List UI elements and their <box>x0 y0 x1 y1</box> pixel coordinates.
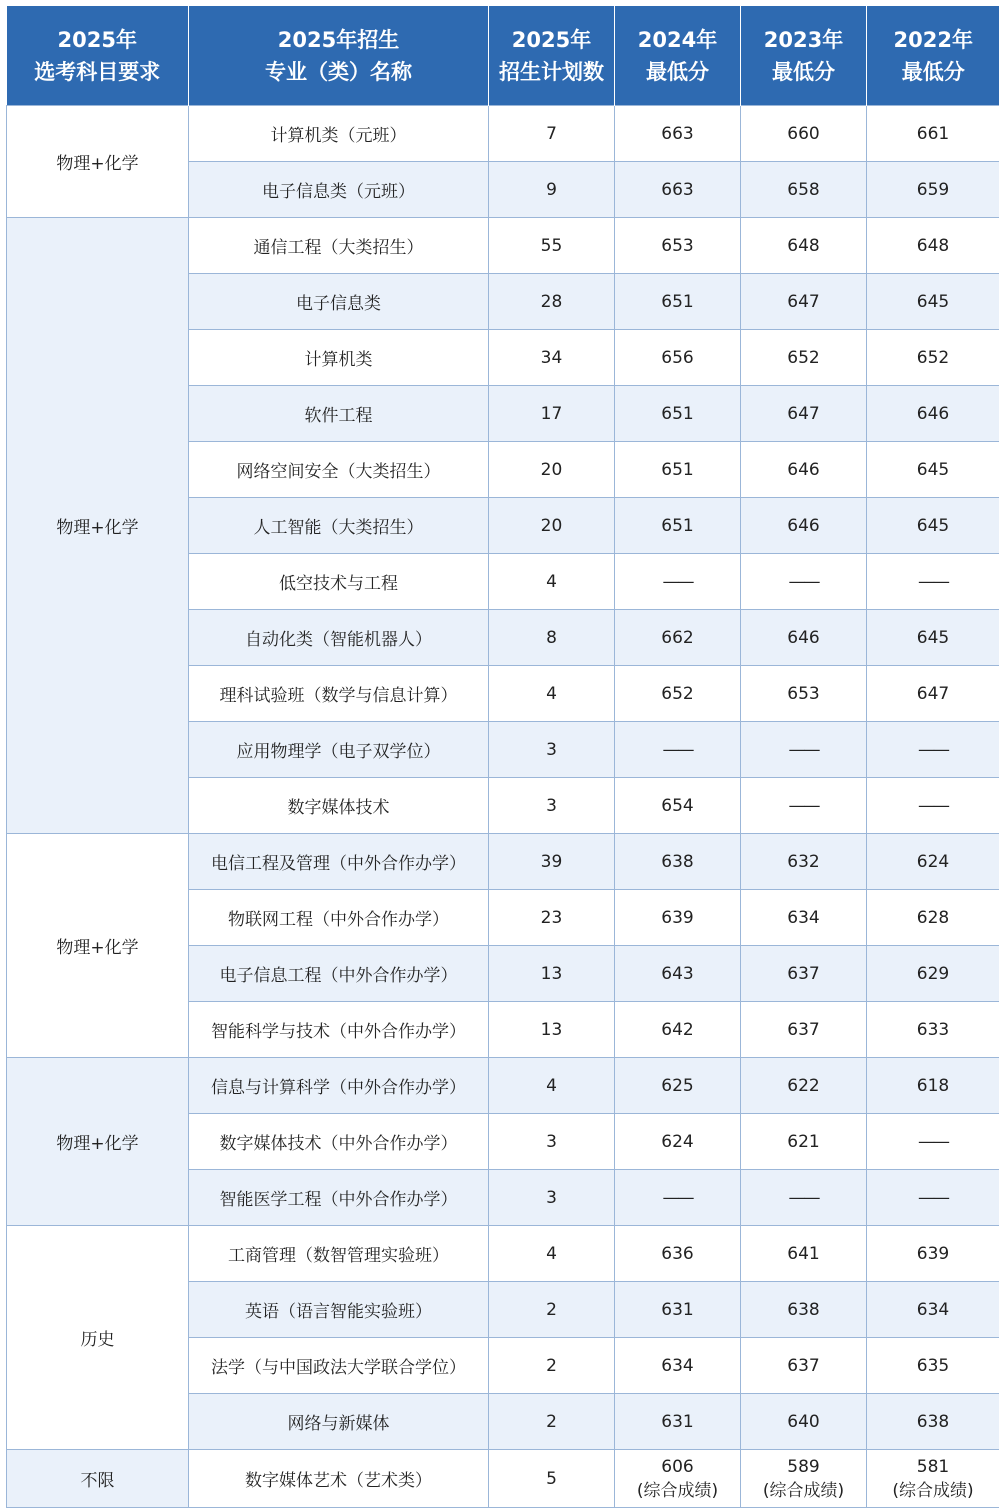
major-cell: 自动化类（智能机器人） <box>189 610 489 666</box>
major-cell: 应用物理学（电子双学位） <box>189 722 489 778</box>
score-2022-cell: 618 <box>867 1058 999 1114</box>
plan-cell: 4 <box>489 1058 615 1114</box>
plan-cell: 4 <box>489 1226 615 1282</box>
score-2023-cell: 621 <box>741 1114 867 1170</box>
score-2023-cell: 638 <box>741 1282 867 1338</box>
table-row <box>7 834 999 890</box>
major-cell: 电信工程及管理（中外合作办学） <box>189 834 489 890</box>
plan-cell: 13 <box>489 946 615 1002</box>
score-value: 589 <box>741 1455 866 1479</box>
score-2022-cell: —— <box>867 1170 999 1226</box>
header-2024 <box>615 6 741 106</box>
score-2022-cell: 639 <box>867 1226 999 1282</box>
score-2022-cell: 638 <box>867 1394 999 1450</box>
plan-cell: 39 <box>489 834 615 890</box>
score-2023-cell: 634 <box>741 890 867 946</box>
header-2022 <box>867 6 999 106</box>
score-2024-cell: 651 <box>615 442 741 498</box>
table-row <box>7 1226 999 1282</box>
major-cell: 法学（与中国政法大学联合学位） <box>189 1338 489 1394</box>
score-2022-cell: 633 <box>867 1002 999 1058</box>
plan-cell: 7 <box>489 106 615 162</box>
major-cell: 低空技术与工程 <box>189 554 489 610</box>
score-2023-cell: 652 <box>741 330 867 386</box>
score-2024-cell: 651 <box>615 498 741 554</box>
header-subject <box>7 6 189 106</box>
plan-cell: 3 <box>489 1170 615 1226</box>
score-2022-cell: —— <box>867 778 999 834</box>
plan-cell: 23 <box>489 890 615 946</box>
plan-cell: 4 <box>489 666 615 722</box>
major-cell: 网络与新媒体 <box>189 1394 489 1450</box>
score-2022-cell: —— <box>867 554 999 610</box>
score-2022-cell: 659 <box>867 162 999 218</box>
score-2024-cell: 636 <box>615 1226 741 1282</box>
score-2024-cell: 643 <box>615 946 741 1002</box>
header-plan <box>489 6 615 106</box>
admission-score-table <box>6 6 999 1508</box>
major-cell: 计算机类 <box>189 330 489 386</box>
score-2022-cell: 647 <box>867 666 999 722</box>
header-major-line2: 专业（类）名称 <box>189 56 488 88</box>
score-2024-cell: 652 <box>615 666 741 722</box>
table-row <box>7 1058 999 1114</box>
score-2022-cell: 661 <box>867 106 999 162</box>
subject-group-cell: 历史 <box>7 1226 189 1450</box>
table-row <box>7 1450 999 1508</box>
plan-cell: 2 <box>489 1394 615 1450</box>
score-2023-cell: 646 <box>741 498 867 554</box>
plan-cell: 55 <box>489 218 615 274</box>
major-cell: 通信工程（大类招生） <box>189 218 489 274</box>
score-2022-cell: 628 <box>867 890 999 946</box>
score-2023-cell: 646 <box>741 610 867 666</box>
score-2022-cell: 634 <box>867 1282 999 1338</box>
score-2023-cell: —— <box>741 778 867 834</box>
score-2023-cell: 658 <box>741 162 867 218</box>
score-value: 581 <box>867 1455 999 1479</box>
plan-cell: 8 <box>489 610 615 666</box>
subject-group-cell: 物理+化学 <box>7 218 189 834</box>
score-note: (综合成绩) <box>867 1479 999 1503</box>
plan-cell: 28 <box>489 274 615 330</box>
score-2024-cell: 662 <box>615 610 741 666</box>
major-cell: 网络空间安全（大类招生） <box>189 442 489 498</box>
score-2023-cell: —— <box>741 554 867 610</box>
score-2024-cell: 651 <box>615 386 741 442</box>
header-plan-line1: 2025年 <box>489 24 614 56</box>
score-2022-cell <box>867 1450 999 1508</box>
major-cell: 计算机类（元班） <box>189 106 489 162</box>
header-2022-line1: 2022年 <box>867 24 999 56</box>
score-2023-cell: 622 <box>741 1058 867 1114</box>
header-2022-line2: 最低分 <box>867 56 999 88</box>
score-2023-cell <box>741 1450 867 1508</box>
plan-cell: 20 <box>489 442 615 498</box>
table-row <box>7 106 999 162</box>
score-2022-cell: 629 <box>867 946 999 1002</box>
header-subject-line2: 选考科目要求 <box>7 56 189 88</box>
major-cell: 信息与计算科学（中外合作办学） <box>189 1058 489 1114</box>
score-2023-cell: 646 <box>741 442 867 498</box>
score-2024-cell: —— <box>615 1170 741 1226</box>
score-2024-cell: 624 <box>615 1114 741 1170</box>
score-2022-cell: 624 <box>867 834 999 890</box>
major-cell: 软件工程 <box>189 386 489 442</box>
major-cell: 智能医学工程（中外合作办学） <box>189 1170 489 1226</box>
subject-group-cell: 物理+化学 <box>7 1058 189 1226</box>
major-cell: 物联网工程（中外合作办学） <box>189 890 489 946</box>
major-cell: 英语（语言智能实验班） <box>189 1282 489 1338</box>
plan-cell: 5 <box>489 1450 615 1508</box>
major-cell: 电子信息工程（中外合作办学） <box>189 946 489 1002</box>
score-2023-cell: 637 <box>741 1002 867 1058</box>
score-2024-cell: 656 <box>615 330 741 386</box>
score-2023-cell: 640 <box>741 1394 867 1450</box>
score-2024-cell <box>615 1450 741 1508</box>
major-cell: 工商管理（数智管理实验班） <box>189 1226 489 1282</box>
score-2023-cell: 647 <box>741 386 867 442</box>
score-2022-cell: 645 <box>867 498 999 554</box>
header-2024-line2: 最低分 <box>615 56 740 88</box>
major-cell: 人工智能（大类招生） <box>189 498 489 554</box>
header-subject-line1: 2025年 <box>7 24 189 56</box>
score-2024-cell: 642 <box>615 1002 741 1058</box>
score-2024-cell: 663 <box>615 106 741 162</box>
subject-group-cell: 不限 <box>7 1450 189 1508</box>
major-cell: 电子信息类 <box>189 274 489 330</box>
plan-cell: 4 <box>489 554 615 610</box>
plan-cell: 3 <box>489 778 615 834</box>
plan-cell: 9 <box>489 162 615 218</box>
score-note: (综合成绩) <box>741 1479 866 1503</box>
score-note: (综合成绩) <box>615 1479 740 1503</box>
major-cell: 电子信息类（元班） <box>189 162 489 218</box>
score-2023-cell: 632 <box>741 834 867 890</box>
header-2023 <box>741 6 867 106</box>
score-2022-cell: 646 <box>867 386 999 442</box>
header-major <box>189 6 489 106</box>
table-header-row <box>7 6 999 106</box>
score-2024-cell: —— <box>615 722 741 778</box>
score-2023-cell: 660 <box>741 106 867 162</box>
header-2023-line1: 2023年 <box>741 24 866 56</box>
subject-group-cell: 物理+化学 <box>7 834 189 1058</box>
score-2023-cell: 653 <box>741 666 867 722</box>
score-2023-cell: 641 <box>741 1226 867 1282</box>
header-plan-line2: 招生计划数 <box>489 56 614 88</box>
header-2024-line1: 2024年 <box>615 24 740 56</box>
score-2024-cell: 634 <box>615 1338 741 1394</box>
plan-cell: 3 <box>489 1114 615 1170</box>
score-2022-cell: 648 <box>867 218 999 274</box>
major-cell: 数字媒体技术 <box>189 778 489 834</box>
score-2022-cell: 652 <box>867 330 999 386</box>
header-major-line1: 2025年招生 <box>189 24 488 56</box>
header-2023-line2: 最低分 <box>741 56 866 88</box>
score-2022-cell: 645 <box>867 274 999 330</box>
major-cell: 数字媒体技术（中外合作办学） <box>189 1114 489 1170</box>
score-2024-cell: 631 <box>615 1394 741 1450</box>
plan-cell: 3 <box>489 722 615 778</box>
plan-cell: 13 <box>489 1002 615 1058</box>
table-row <box>7 218 999 274</box>
plan-cell: 2 <box>489 1282 615 1338</box>
score-2023-cell: 637 <box>741 946 867 1002</box>
score-2022-cell: —— <box>867 722 999 778</box>
score-2024-cell: —— <box>615 554 741 610</box>
score-2023-cell: 637 <box>741 1338 867 1394</box>
major-cell: 数字媒体艺术（艺术类） <box>189 1450 489 1508</box>
score-2024-cell: 625 <box>615 1058 741 1114</box>
plan-cell: 17 <box>489 386 615 442</box>
major-cell: 理科试验班（数学与信息计算） <box>189 666 489 722</box>
score-2023-cell: —— <box>741 1170 867 1226</box>
score-2022-cell: 645 <box>867 442 999 498</box>
score-2023-cell: 648 <box>741 218 867 274</box>
score-2023-cell: —— <box>741 722 867 778</box>
plan-cell: 2 <box>489 1338 615 1394</box>
major-cell: 智能科学与技术（中外合作办学） <box>189 1002 489 1058</box>
score-2024-cell: 653 <box>615 218 741 274</box>
score-2024-cell: 651 <box>615 274 741 330</box>
score-2024-cell: 654 <box>615 778 741 834</box>
score-2024-cell: 631 <box>615 1282 741 1338</box>
score-2023-cell: 647 <box>741 274 867 330</box>
plan-cell: 34 <box>489 330 615 386</box>
score-2022-cell: 645 <box>867 610 999 666</box>
score-2024-cell: 663 <box>615 162 741 218</box>
score-2022-cell: —— <box>867 1114 999 1170</box>
score-2024-cell: 639 <box>615 890 741 946</box>
subject-group-cell: 物理+化学 <box>7 106 189 218</box>
score-2022-cell: 635 <box>867 1338 999 1394</box>
score-value: 606 <box>615 1455 740 1479</box>
plan-cell: 20 <box>489 498 615 554</box>
score-2024-cell: 638 <box>615 834 741 890</box>
